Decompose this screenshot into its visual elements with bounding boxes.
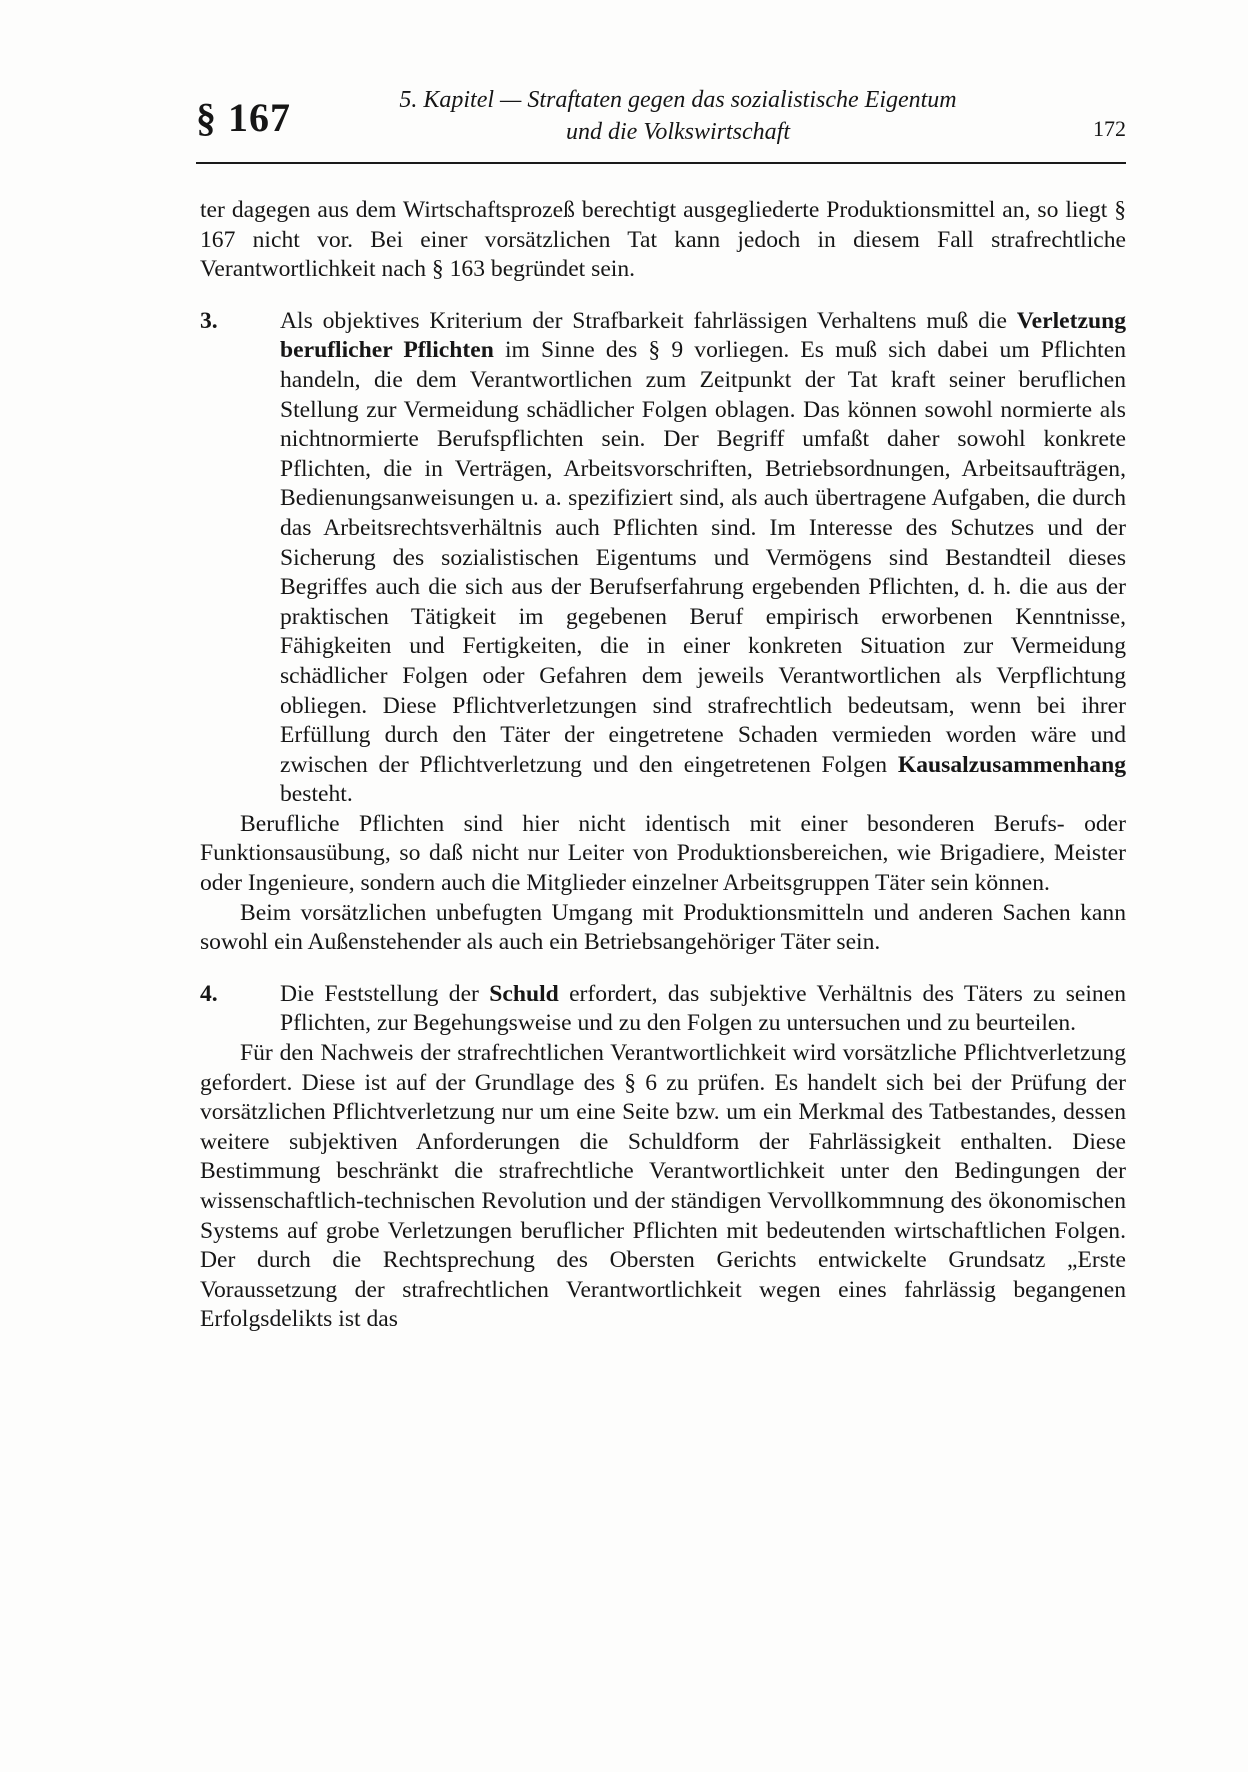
chapter-title-line-1: 5. Kapitel — Straftaten gegen das sozialistische Eigentum bbox=[399, 87, 957, 113]
paragraph-number: 3. bbox=[200, 307, 218, 334]
paragraph-number: 4. bbox=[200, 980, 218, 1007]
chapter-title-line-2: und die Volkswirtschaft bbox=[566, 119, 790, 145]
paragraph-text: besteht. bbox=[280, 781, 353, 808]
numbered-paragraph-4 bbox=[200, 980, 1126, 1039]
section-mark: § 167 bbox=[196, 95, 291, 140]
emphasis-term: Schuld bbox=[489, 980, 559, 1007]
chapter-title bbox=[308, 84, 1048, 148]
paragraph: Beim vorsätzlichen unbefugten Umgang mit Produktionsmitteln und anderen Sachen kann sowohl ein Außenstehender als auch ein Betriebsangehöriger Täter sein. bbox=[200, 899, 1126, 956]
paragraph-text: im Sinne des § 9 vorliegen. Es muß sich dabei um Pflichten handeln, die dem Verantwortlichen zum Zeitpunkt der Tat kraft seiner beruflichen Stellung zur Vermeidung schädlicher Folgen oblagen. Das können sowohl normierte als nichtnormierte Berufspflichten sein. Der Begriff umfaßt daher sowohl konkrete Pflichten, die in Verträgen, Arbeitsvorschriften, Betriebsordnungen, Arbeitsaufträgen, Bedienungsanweisungen u. a. spezifiziert sind, als auch übertragene Aufgaben, die durch das Arbeitsrechtsverhältnis auch Pflichten sind. Im Interesse des Schutzes und der Sicherung des sozialistischen Eigentums und Vermögens sind Bestandteil dieses Begriffes auch die sich aus der Berufserfahrung ergebenden Pflichten, d. h. die aus der praktischen Tätigkeit im gegebenen Beruf empirisch erworbenen Kenntnisse, Fähigkeiten und Fertigkeiten, die in einer konkreten Situation zur Vermeidung schädlicher Folgen oder Gefahren dem jeweils Verantwortlichen als Verpflichtung obliegen. Diese Pflichtverletzungen sind strafrechtlich bedeutsam, wenn bei ihrer Erfüllung durch den Täter der eingetretene Schaden vermieden worden wäre und zwischen der Pflichtverletzung und den eingetretenen Folgen bbox=[280, 337, 1126, 778]
page-number: 172 bbox=[1093, 116, 1126, 141]
emphasis-term: Kausalzusammenhang bbox=[897, 751, 1126, 778]
paragraph-text: erfordert, das subjektive Verhältnis des Täters zu seinen Pflichten, zur Begehungsweise und zu den Folgen zu untersuchen und zu beurteilen. bbox=[280, 980, 1126, 1037]
emphasis-term: Verletzung beruflicher Pflichten bbox=[280, 307, 1126, 364]
paragraph-text: Als objektives Kriterium der Strafbarkeit fahrlässigen Verhaltens muß die bbox=[280, 307, 1017, 334]
spacer bbox=[200, 958, 1126, 980]
spacer bbox=[200, 285, 1126, 307]
numbered-paragraph-3 bbox=[200, 307, 1126, 810]
header-rule bbox=[196, 162, 1126, 164]
paragraph-text: Die Feststellung der bbox=[280, 980, 490, 1007]
body-text bbox=[200, 196, 1126, 1335]
paragraph: Für den Nachweis der strafrechtlichen Verantwortlichkeit wird vorsätzliche Pflichtverletzung gefordert. Diese ist auf der Grundlage des § 6 zu prüfen. Es handelt sich bei der Prüfung der vorsätzlichen Pflichtverletzung nur um eine Seite bzw. um ein Merkmal des Tatbestandes, dessen weitere subjektiven Anforderungen die Schuldform der Fahrlässigkeit enthalten. Diese Bestimmung beschränkt die strafrechtliche Verantwortlichkeit unter den Bedingungen der wissenschaftlich-technischen Revolution und der ständigen Vervollkommnung des ökonomischen Systems auf grobe Verletzungen beruflicher Pflichten mit bedeutenden wirtschaftlichen Folgen. Der durch die Rechtsprechung des Obersten Gerichts entwickelte Grundsatz „Erste Voraussetzung der strafrechtlichen Verantwortlichkeit wegen eines fahrlässig begangenen Erfolgsdelikts ist das bbox=[200, 1040, 1126, 1333]
paragraph: Berufliche Pflichten sind hier nicht identisch mit einer besonderen Berufs- oder Funktionsausübung, so daß nicht nur Leiter von Produktionsbereichen, wie Brigadiere, Meister oder Ingenieure, sondern auch die Mitglieder einzelner Arbeitsgruppen Täter sein können. bbox=[200, 810, 1126, 897]
page-header bbox=[196, 80, 1126, 160]
paragraph-continuation: ter dagegen aus dem Wirtschaftsprozeß berechtigt ausgegliederte Produktionsmittel an, so liegt § 167 nicht vor. Bei einer vorsätzlichen Tat kann jedoch in diesem Fall strafrechtliche Verantwortlichkeit nach § 163 begründet sein. bbox=[200, 197, 1126, 283]
